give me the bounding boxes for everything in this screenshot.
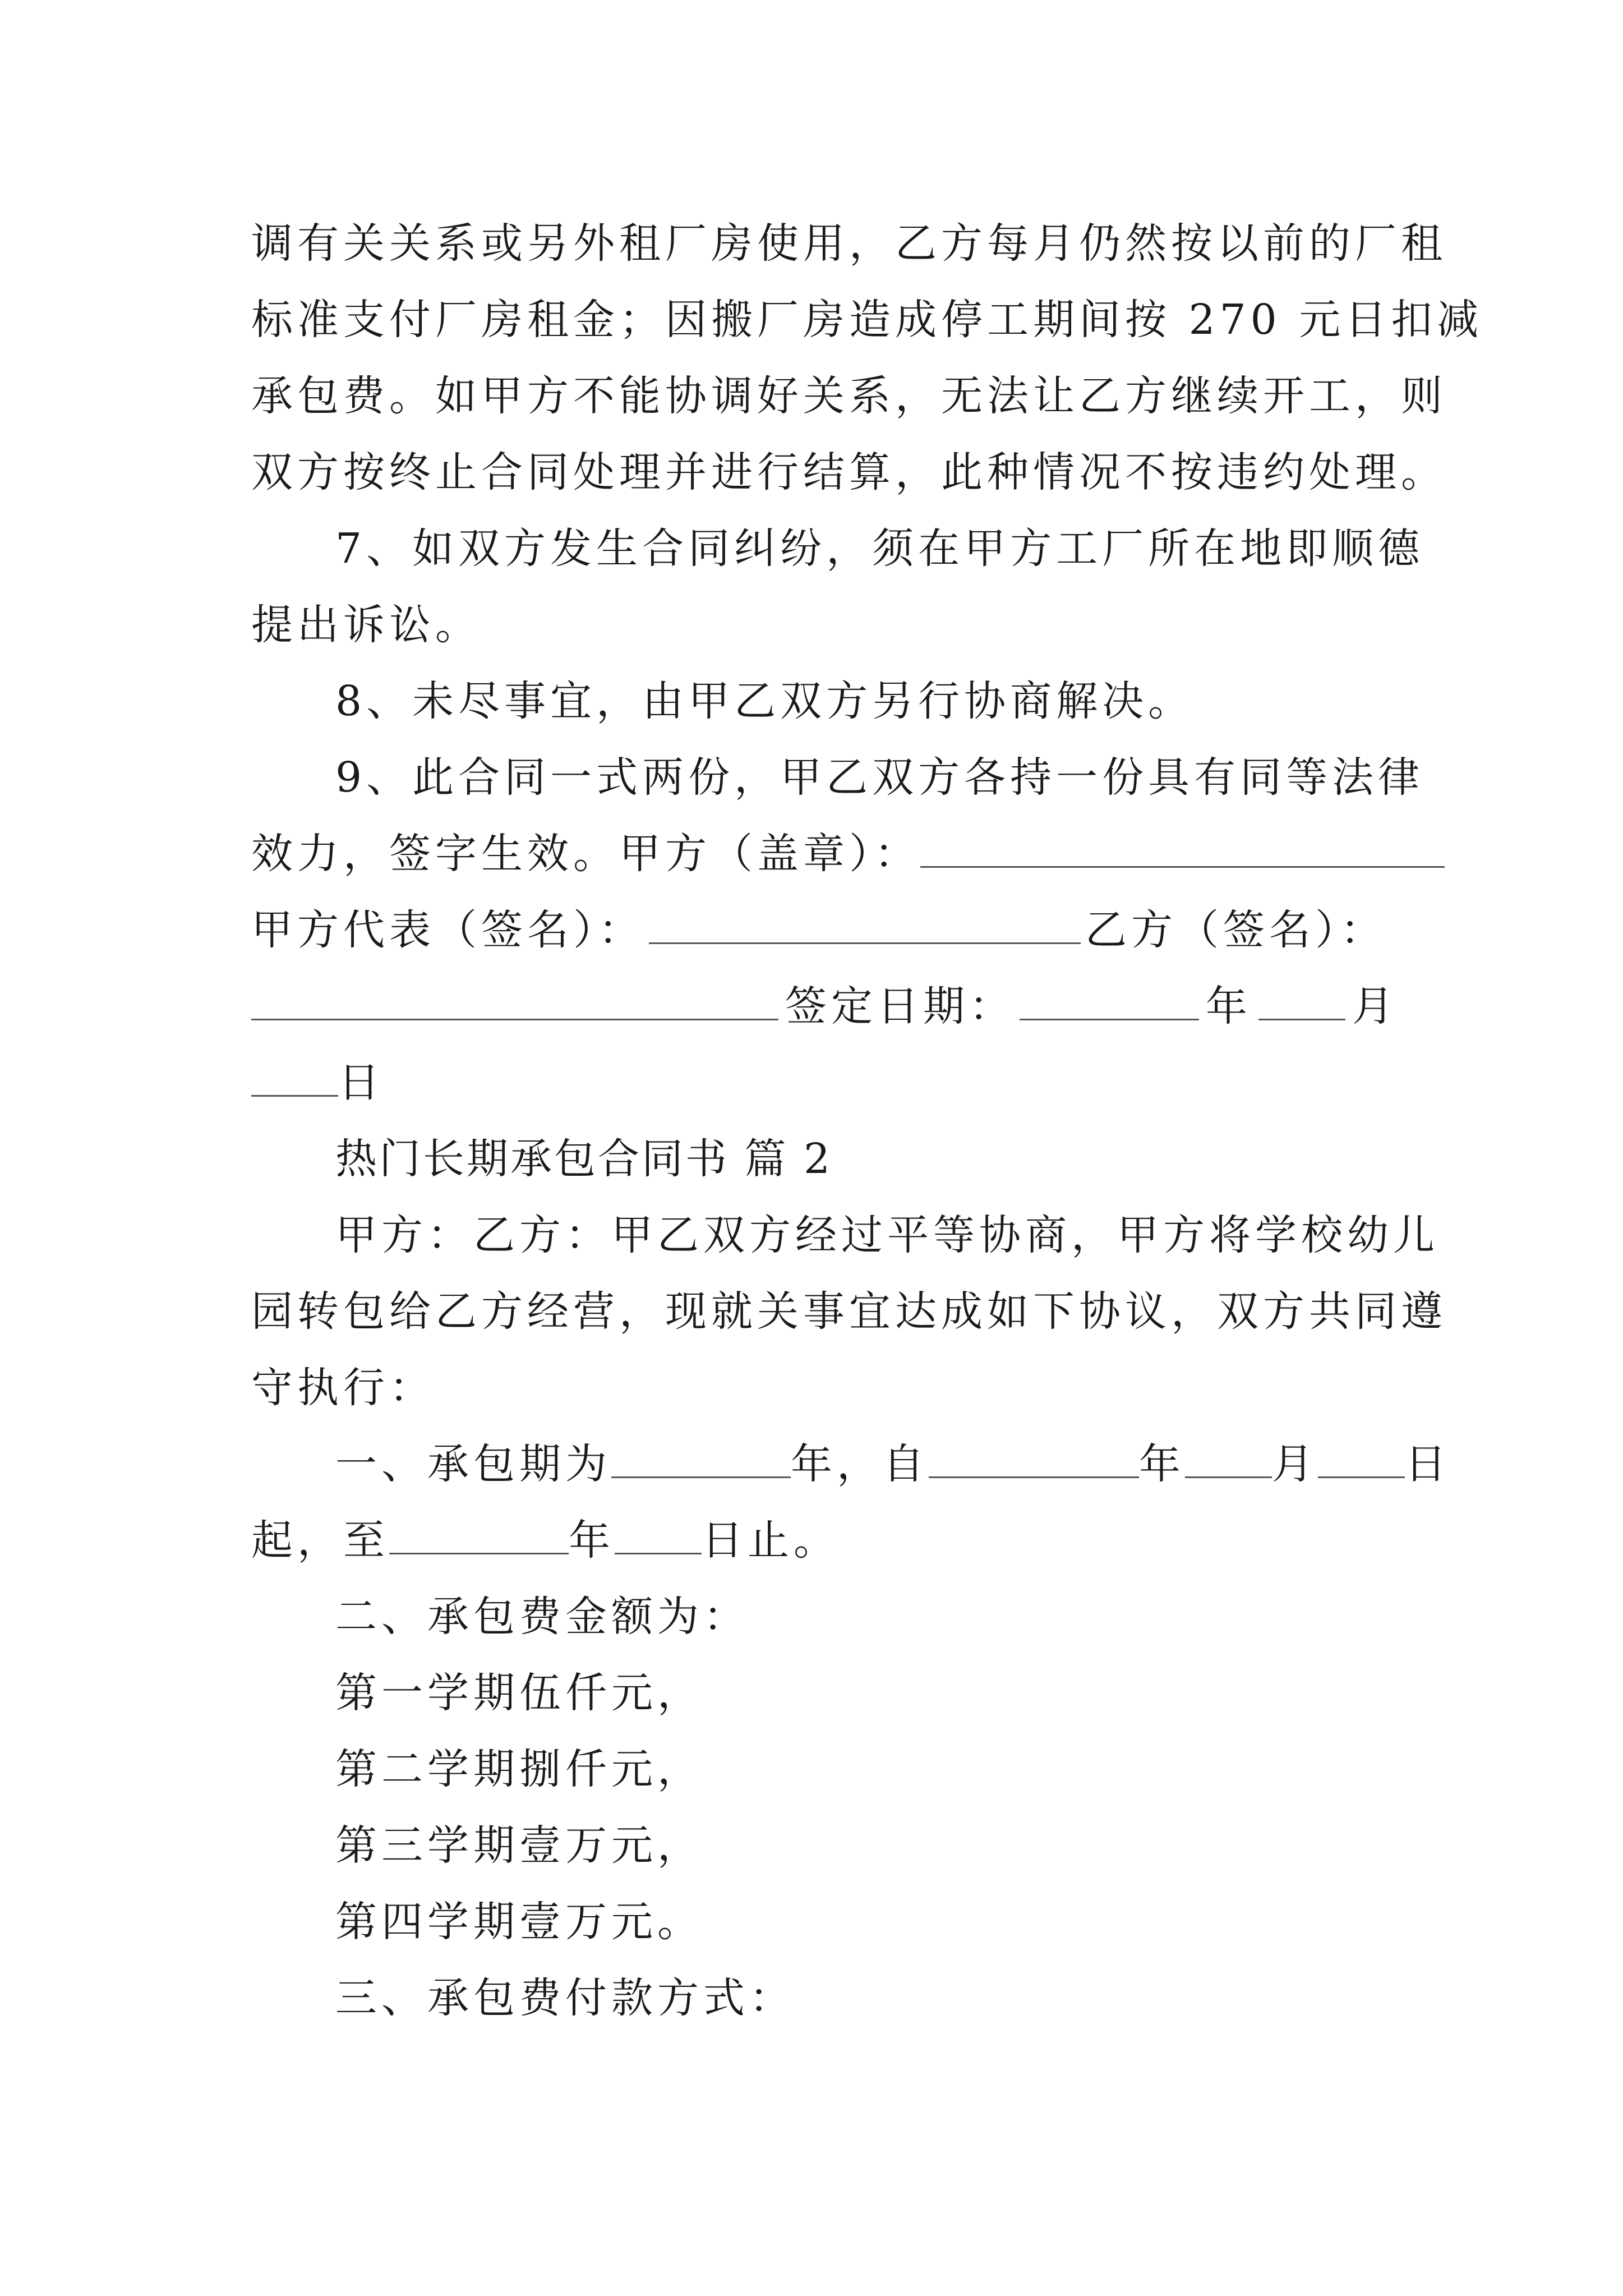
paragraph-line: 标准支付厂房租金；因搬厂房造成停工期间按 270 元日扣减 bbox=[251, 296, 1483, 344]
day-blank bbox=[251, 1078, 338, 1097]
month-blank bbox=[1258, 1002, 1345, 1020]
start-year-label: 年 bbox=[1139, 1440, 1185, 1488]
paragraph-line: 提出诉讼。 bbox=[251, 601, 481, 649]
end-day-label: 日止。 bbox=[702, 1516, 840, 1565]
end-day-blank bbox=[615, 1536, 702, 1554]
start-day-blank bbox=[1318, 1460, 1405, 1478]
fee-item: 第二学期捌仟元， bbox=[335, 1745, 703, 1793]
term-years-blank bbox=[611, 1460, 791, 1478]
paragraph-line: 甲方：乙方：甲乙双方经过平等协商，甲方将学校幼儿 bbox=[335, 1211, 1439, 1259]
signing-date-label: 签定日期： bbox=[785, 982, 1015, 1030]
end-year-label: 年 bbox=[569, 1516, 615, 1565]
signature-line-representatives bbox=[251, 891, 1390, 969]
contract-term-line bbox=[335, 1425, 1451, 1503]
clause-8-line: 8、未尽事宜，由甲乙双方另行协商解决。 bbox=[335, 677, 1195, 725]
paragraph-line: 守执行： bbox=[251, 1364, 435, 1412]
year-label: 年 bbox=[1206, 982, 1252, 1030]
paragraph-line: 双方按终止合同处理并进行结算，此种情况不按违约处理。 bbox=[251, 448, 1447, 496]
paragraph-line: 园转包给乙方经营，现就关事宜达成如下协议，双方共同遵 bbox=[251, 1287, 1447, 1336]
paragraph-line: 承包费。如甲方不能协调好关系，无法让乙方继续开工，则 bbox=[251, 372, 1447, 420]
month-label: 月 bbox=[1352, 982, 1398, 1030]
party-b-sign-label: 乙方（签名）： bbox=[1085, 906, 1386, 954]
party-a-rep-blank bbox=[649, 926, 1081, 944]
year-blank bbox=[1020, 1002, 1199, 1020]
signing-date-line bbox=[251, 967, 1398, 1046]
party-b-sign-blank bbox=[251, 1002, 778, 1020]
party-a-seal-label: 效力，签字生效。甲方（盖章）： bbox=[251, 830, 920, 878]
section-heading: 热门长期承包合同书 篇 2 bbox=[335, 1135, 833, 1183]
end-year-blank bbox=[389, 1536, 569, 1554]
party-a-rep-label: 甲方代表（签名）： bbox=[251, 906, 644, 954]
fee-item: 第一学期伍仟元， bbox=[335, 1669, 703, 1717]
contract-end-line bbox=[251, 1501, 1390, 1580]
party-a-seal-blank bbox=[920, 849, 1445, 868]
term-from-label: 年，自 bbox=[791, 1440, 929, 1488]
start-year-blank bbox=[929, 1460, 1139, 1478]
start-month-blank bbox=[1185, 1460, 1272, 1478]
term-label: 一、承包期为 bbox=[335, 1440, 611, 1488]
clause-9-line: 9、此合同一式两份，甲乙双方各持一份具有同等法律 bbox=[335, 753, 1424, 802]
term-to-label: 起，至 bbox=[251, 1516, 389, 1565]
day-label: 日 bbox=[338, 1059, 384, 1107]
signature-line-party-a bbox=[251, 815, 1390, 893]
clause-7-line: 7、如双方发生合同纠纷，须在甲方工厂所在地即顺德 bbox=[335, 524, 1424, 573]
paragraph-line: 调有关关系或另外租厂房使用，乙方每月仍然按以前的厂租 bbox=[251, 219, 1447, 268]
payment-heading: 三、承包费付款方式： bbox=[335, 1974, 795, 2022]
fee-item: 第四学期壹万元。 bbox=[335, 1898, 703, 1946]
signing-day-line bbox=[251, 1043, 1390, 1122]
fee-item: 第三学期壹万元， bbox=[335, 1821, 703, 1870]
fee-heading: 二、承包费金额为： bbox=[335, 1593, 749, 1641]
start-month-label: 月 bbox=[1272, 1440, 1318, 1488]
start-day-label: 日 bbox=[1405, 1440, 1451, 1488]
